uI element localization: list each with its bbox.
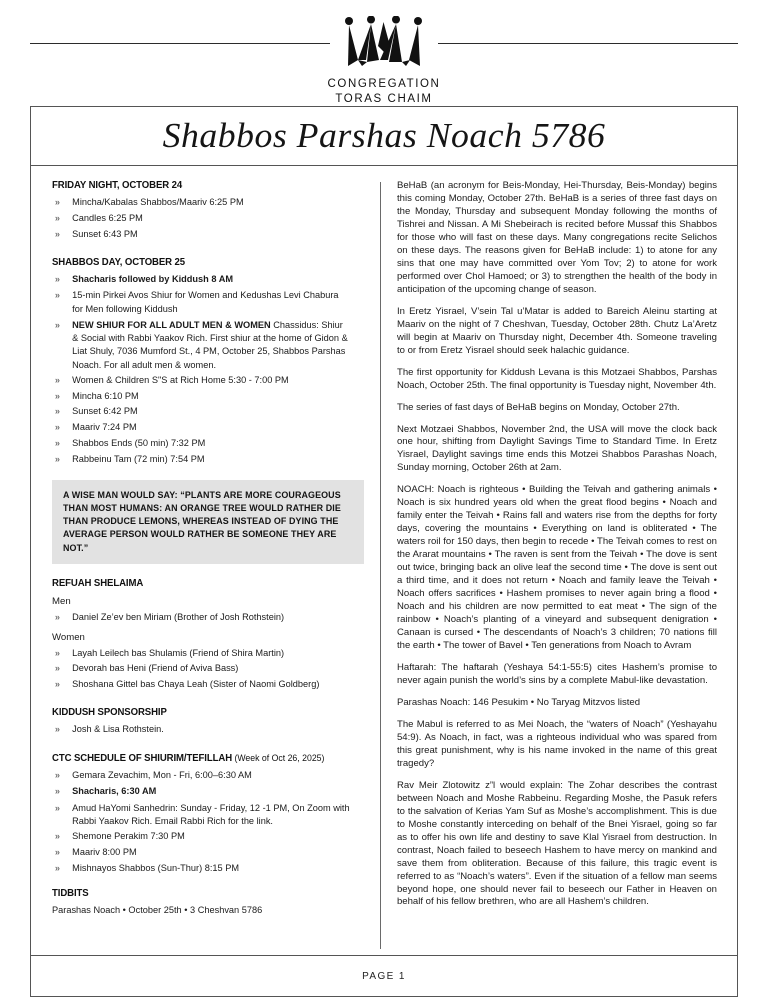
list-item: » Mincha 6:10 PM (52, 391, 352, 404)
shabbos-day-list (52, 274, 364, 467)
refuah-women-list (52, 648, 364, 693)
crown-icon (336, 16, 432, 72)
section-heading-friday-night: FRIDAY NIGHT, OCTOBER 24 (52, 180, 183, 191)
list-item: » Devorah bas Heni (Friend of Aviva Bass) (52, 663, 352, 676)
page-title: Shabbos Parshas Noach 5786 (162, 116, 606, 155)
friday-night-list (52, 197, 364, 242)
section-heading-ctc-schedule (52, 752, 342, 764)
section-heading-kiddush-sponsorship: KIDDUSH SPONSORSHIP (52, 707, 167, 719)
paragraph-mabul-question: The Mabul is referred to as Mei Noach, the “waters of Noach” (Yeshayahu 54:9). As Noach, in fact, was a righteous individual who was spared from this great punishment, why is his name invoked in the name of this great tragedy? (397, 718, 717, 769)
paragraph-vsein-tal-umatar: In Eretz Yisrael, V’sein Tal u’Matar is added to Bareich Aleinu starting at Maariv on the night of 7 Cheshvan, Tuesday, October 28th. Chutz La’Aretz will begin at Maariv on Thursday night, December 4th. Someone traveling to or from Eretz Yisrael should seek halachic guidance. (397, 305, 717, 356)
list-item: » Maariv 8:00 PM (52, 847, 352, 860)
section-heading-tidbits: TIDBITS (52, 887, 89, 899)
list-item: » Layah Leilech bas Shulamis (Friend of Shira Martin) (52, 648, 352, 661)
paragraph-behab-intro: BeHaB (an acronym for Beis-Monday, Hei-Thursday, Beis-Monday) begins this coming Monday, October 27th. BeHaB is a series of three fast days on the Monday, Thursday and subsequent Monday following the months of Tishrei and Nissan. A Mi Shebeirach is recited before Mussaf this Shabbos for those who will fast on these days. Many congregations recite Selichos on these days. The reasons given for BeHaB include: 1) to atone for any sins that one may have committed over Yom Tov; 2) to atone for work performed over Chol Hamoed; or 3) to strengthen the health of the body in anticipation of the upcoming change of season. (397, 180, 717, 295)
article-column (381, 180, 737, 955)
spacer (52, 695, 364, 707)
paragraph-clock-change: Next Motzaei Shabbos, November 2nd, the USA will move the clock back one hour, shifting from Daylight Savings Time to Standard Time. In Eretz Yisrael, Daylight savings time ends this Motzei Shabbos Parashas Noach, Sunday morning, October 26th at 2am. (397, 423, 717, 474)
spacer (52, 245, 364, 257)
new-shiur-detail: Chassidus: Shiur & Social with Rabbi Yaakov Rich. First shiur at the home of Gidon & Liat Shuly, 7036 Mumford St., 4 PM, October 25, Shabbos Parshas Noach. For all adult men & women. (72, 319, 348, 371)
list-item-new-shiur (52, 319, 352, 372)
section-heading-shabbos-day: SHABBOS DAY, OCTOBER 25 (52, 256, 186, 268)
refuah-women-label: Women (52, 631, 85, 643)
refuah-men-label: Men (52, 595, 71, 607)
list-item: » 15-min Pirkei Avos Shiur for Women and Kedushas Levi Chabura for Men following Kiddush (52, 289, 352, 315)
wise-man-quote-box (52, 480, 364, 564)
congregation-logo (328, 16, 441, 106)
list-item: » Sunset 6:43 PM (52, 229, 352, 242)
list-item: » Mishnayos Shabbos (Sun-Thur) 8:15 PM (52, 863, 352, 876)
list-item: » Maariv 7:24 PM (52, 422, 352, 435)
list-item: » Amud HaYomi Sanhedrin: Sunday - Friday, 12 -1 PM, On Zoom with Rabbi Yaakov Rich. Email Rabbi Rich for the link. (52, 802, 352, 828)
list-item: » Rabbeinu Tam (72 min) 7:54 PM (52, 454, 352, 467)
page-number: PAGE 1 (362, 970, 406, 982)
logo-line-1: CONGREGATION (327, 78, 441, 90)
logo-line-2: TORAS CHAIM (335, 92, 433, 105)
content-frame (30, 165, 738, 955)
list-item: » Daniel Ze’ev ben Miriam (Brother of Josh Rothstein) (52, 612, 352, 625)
masthead-rule-left (30, 43, 330, 44)
list-item: » Candles 6:25 PM (52, 213, 352, 226)
paragraph-pesukim-count: Parashas Noach: 146 Pesukim • No Taryag Mitzvos listed (397, 696, 641, 708)
logo-wordmark (328, 77, 441, 106)
list-item: » Mincha/Kabalas Shabbos/Maariv 6:25 PM (52, 197, 352, 210)
ctc-heading-main: CTC SCHEDULE OF SHIURIM/TEFILLAH (52, 753, 233, 764)
masthead (0, 0, 768, 106)
list-item: » Gemara Zevachim, Mon - Fri, 6:00–6:30 AM (52, 770, 352, 783)
paragraph-fast-days: The series of fast days of BeHaB begins on Monday, October 27th. (397, 401, 680, 413)
quote-text: A WISE MAN WOULD SAY: “PLANTS ARE MORE COURAGEOUS THAN MOST HUMANS: AN ORANGE TREE WOULD RATHER DIE THAN PRODUCE LEMONS, WHEREAS INSTEAD OF DYING THE AVERAGE PERSON WOULD RATHER BE SOMEONE THEY ARE NOT.” (63, 489, 341, 553)
section-heading-refuah-shelaima: REFUAH SHELAIMA (52, 577, 144, 589)
new-shiur-lead: NEW SHIUR FOR ALL ADULT MEN & WOMEN (72, 319, 271, 331)
list-item: » Josh & Lisa Rothstein. (52, 724, 352, 737)
paragraph-haftarah: Haftarah: The haftarah (Yeshaya 54:1-55:5) cites Hashem’s promise to never again punish the world’s sins by a complete Mabul-like devastation. (397, 661, 717, 686)
tidbits-line: Parashas Noach • October 25th • 3 Cheshvan 5786 (52, 904, 263, 916)
title-band (30, 106, 738, 165)
masthead-rule-right (438, 43, 738, 44)
paragraph-kiddush-levana: The first opportunity for Kiddush Levana is this Motzaei Shabbos, Parshas Noach, October 25th. The final opportunity is Tuesday night, November 4th. (397, 366, 717, 391)
ctc-schedule-list (52, 770, 364, 876)
list-item: » Shemone Perakim 7:30 PM (52, 831, 352, 844)
kiddush-sponsor-list (52, 724, 364, 737)
schedule-column (31, 180, 380, 955)
list-item: » Women & Children S"S at Rich Home 5:30 - 7:00 PM (52, 375, 352, 388)
list-item: » Shacharis, 6:30 AM (52, 786, 352, 799)
list-item: » Shacharis followed by Kiddush 8 AM (52, 274, 352, 287)
paragraph-noach-summary: NOACH: Noach is righteous • Building the Teivah and gathering animals • Noach is six hundred years old when the great flood begins • Noach and family enter the Teivah • Rains fall and waters rise from the depths for forty days, covering the mountains • Everything on land is obliterated • The waters roil for 150 days, then begin to recede • The Teivah comes to rest on the Ararat mountains • The raven is sent from the Teivah • The dove is sent out twice, bringing back an olive leaf the second time • The dove is sent out a third time, and it does not return • Noach and family leave the Teivah • Noach offers sacrifices • Hashem promises to never again bring a flood • Noach and his children are now permitted to eat meat • The sign of the rainbow • Noach’s planting of a vineyard and subsequent denigration • Canaan is cursed • The descendants of Noach’s 3 children; 70 nations fill the earth • The tower of Bavel • Ten generations from Noach to Avram (397, 484, 717, 651)
list-item: » Shoshana Gittel bas Chaya Leah (Sister of Naomi Goldberg) (52, 679, 352, 692)
spacer (52, 740, 364, 752)
refuah-men-list (52, 612, 364, 625)
list-item: » Sunset 6:42 PM (52, 406, 352, 419)
spacer (52, 879, 364, 888)
ctc-heading-week: (Week of Oct 26, 2025) (232, 752, 325, 763)
paragraph-rav-zlotowitz: Rav Meir Zlotowitz z”l would explain: The Zohar describes the contrast between Noach and Moshe Rabbeinu. Regarding Moshe, the Pasuk refers to the salvation of Kerias Yam Suf as Moshe’s accomplishment. This is due to Moshe constantly interceding on behalf of the Bnei Yisrael, going so far as to offer his own life and destiny to save Klal Yisrael from destruction. In contrast, Noach failed to beseech Hashem to have mercy on mankind and save them from obliteration. Because of this failure, this tragic event is referred to as “Noach’s waters”. Even if the situation of a fellow man seems beyond hope, one should never fail to beseech our Father in Heaven on behalf of his fellow brethren, who are all Hashem’s children. (397, 779, 717, 908)
page-footer (30, 955, 738, 997)
list-item: » Shabbos Ends (50 min) 7:32 PM (52, 438, 352, 451)
